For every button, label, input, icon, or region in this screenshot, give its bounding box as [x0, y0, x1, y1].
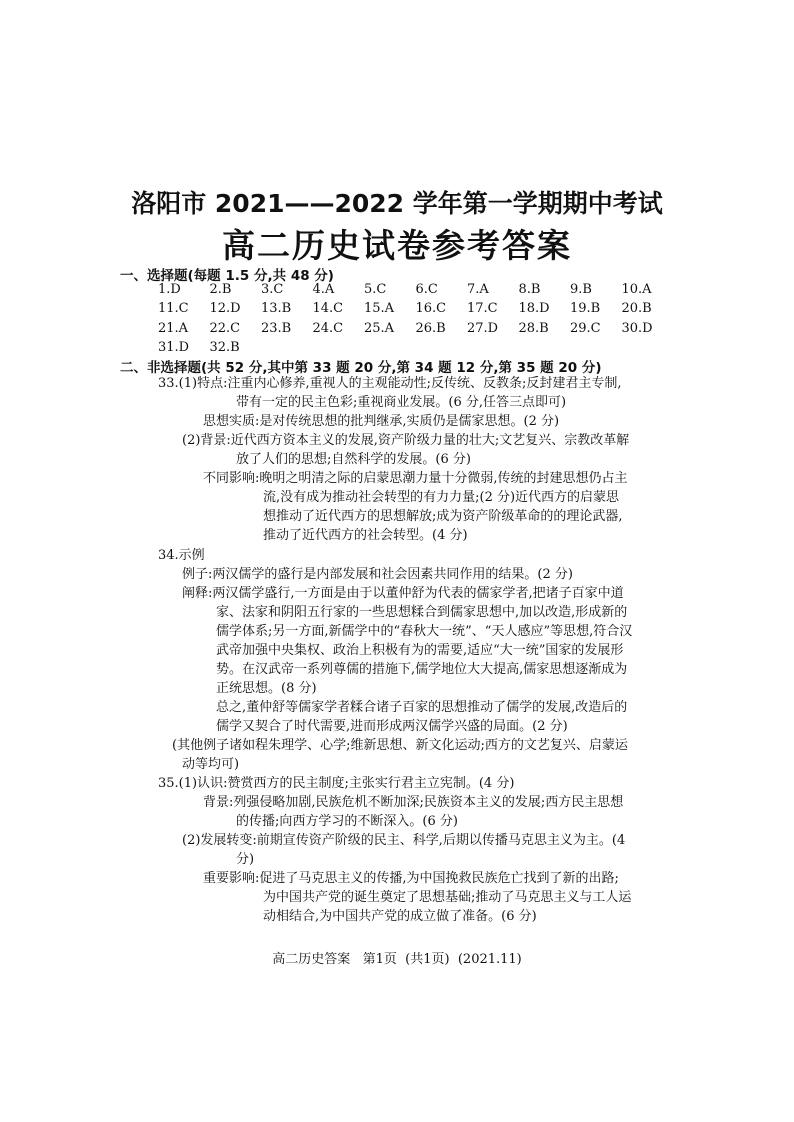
answer-line: 34.示例: [158, 548, 205, 563]
choice-answer: 9.B: [570, 282, 592, 297]
answer-line: 重要影响:促进了马克思主义的传播,为中国挽救民族危亡找到了新的出路;: [203, 871, 619, 886]
answer-line: 儒学又契合了时代需要,进而形成两汉儒学兴盛的局面。(2 分): [216, 719, 568, 734]
choice-answer: 24.C: [312, 320, 344, 336]
answer-line: 不同影响:晚明之明清之际的启蒙思潮力量十分微弱,传统的封建思想仍占主: [203, 471, 628, 486]
page-footer: 高二历史答案 第1页 (共1页) (2021.11): [272, 952, 522, 967]
choice-answer: 3.C: [261, 282, 284, 297]
answer-line: 阐释:两汉儒学盛行,一方面是由于以董仲舒为代表的儒家学者,把诸子百家中道: [182, 586, 624, 601]
answer-line: 的传播;向西方学习的不断深入。(6 分): [236, 814, 458, 829]
exam-title: 洛阳市 2021——2022 学年第一学期期中考试: [131, 189, 663, 218]
answer-line: (2)背景:近代西方资本主义的发展,资产阶级力量的壮大;文艺复兴、宗教改革解: [182, 433, 630, 448]
answer-line: 背景:列强侵略加剧,民族危机不断加深;民族资本主义的发展;西方民主思想: [203, 795, 624, 810]
choice-answer: 8.B: [518, 282, 541, 297]
answer-line: 家、法家和阴阳五行家的一些思想糅合到儒家思想中,加以改造,形成新的: [216, 605, 628, 620]
answer-line: 总之,董仲舒等儒家学者糅合诸子百家的思想推动了儒学的发展,改造后的: [216, 700, 628, 715]
choice-answer: 27.D: [467, 320, 499, 336]
document-title: 高二历史试卷参考答案: [222, 226, 572, 265]
answer-line: 儒学体系;另一方面,新儒学中的“春秋大一统”、“天人感应”等思想,符合汉: [216, 624, 633, 639]
answer-line: (其他例子诸如程朱理学、心学;维新思想、新文化运动;西方的文艺复兴、启蒙运: [172, 738, 628, 753]
answer-line: 分): [236, 852, 255, 867]
answer-line: 动等均可): [182, 757, 240, 772]
answer-line: (2)发展转变:前期宣传资产阶级的民主、科学,后期以传播马克思主义为主。(4: [182, 833, 626, 848]
answer-line: 想推动了近代西方的思想解放;成为资产阶级革命的的理论武器,: [263, 509, 623, 524]
choice-answer: 23.B: [261, 320, 292, 336]
choice-answer: 25.A: [364, 320, 395, 336]
choice-answer: 32.B: [209, 340, 240, 356]
choice-answer: 20.B: [621, 301, 652, 317]
choice-answer: 28.B: [518, 320, 549, 336]
answer-line: 35.(1)认识:赞赏西方的民主制度;主张实行君主立宪制。(4 分): [158, 776, 515, 791]
choice-answer: 13.B: [261, 301, 292, 317]
section2-heading: 二、非选择题(共 52 分,其中第 33 题 20 分,第 34 题 12 分,第 35 题 20 分): [120, 360, 602, 376]
choice-answer: 31.D: [158, 340, 190, 356]
answer-line: 流,没有成为推动社会转型的有力力量;(2 分)近代西方的启蒙思: [263, 490, 620, 505]
choice-answer: 21.A: [158, 320, 189, 336]
choice-answer: 30.D: [621, 320, 653, 336]
choice-answer: 1.D: [158, 282, 181, 297]
section1-heading: 一、选择题(每题 1.5 分,共 48 分): [120, 268, 334, 284]
answer-line: 为中国共产党的诞生奠定了思想基础;推动了马克思主义与工人运: [263, 890, 632, 905]
choice-answer: 19.B: [570, 301, 601, 317]
answer-line: 33.(1)特点:注重内心修养,重视人的主观能动性;反传统、反教条;反封建君主专制,: [158, 376, 622, 391]
answer-line: 带有一定的民主色彩;重视商业发展。(6 分,任答三点即可): [236, 395, 567, 410]
choice-answer: 14.C: [312, 301, 344, 317]
choice-answer: 18.D: [518, 301, 550, 317]
choice-answer: 10.A: [621, 282, 652, 297]
choice-answer: 26.B: [415, 320, 446, 336]
answer-line: 正统思想。(8 分): [216, 681, 317, 696]
answer-line: 推动了近代西方的社会转型。(4 分): [263, 528, 468, 543]
choice-answer: 7.A: [467, 282, 489, 297]
choice-answer: 16.C: [415, 301, 447, 317]
choice-answer: 22.C: [209, 320, 241, 336]
choice-answer: 4.A: [312, 282, 335, 297]
choice-answer: 12.D: [209, 301, 241, 317]
answer-line: 武帝加强中央集权、政治上积极有为的需要,适应“大一统”国家的发展形: [216, 643, 624, 658]
answer-line: 放了人们的思想;自然科学的发展。(6 分): [236, 452, 471, 467]
choice-answer: 17.C: [467, 301, 498, 317]
choice-answer: 5.C: [364, 282, 387, 297]
choice-answer: 29.C: [570, 320, 601, 336]
choice-answer: 6.C: [415, 282, 438, 297]
choice-answer: 2.B: [209, 282, 232, 297]
choice-answer: 11.C: [158, 301, 189, 317]
choice-answer: 15.A: [364, 301, 395, 317]
answer-line: 思想实质:是对传统思想的批判继承,实质仍是儒家思想。(2 分): [203, 414, 560, 429]
answer-line: 动相结合,为中国共产党的成立做了准备。(6 分): [263, 909, 537, 924]
answer-line: 势。在汉武帝一系列尊儒的措施下,儒学地位大大提高,儒家思想逐渐成为: [216, 662, 628, 677]
answer-line: 例子:两汉儒学的盛行是内部发展和社会因素共同作用的结果。(2 分): [182, 567, 573, 582]
choice-answer-grid: [158, 282, 678, 360]
